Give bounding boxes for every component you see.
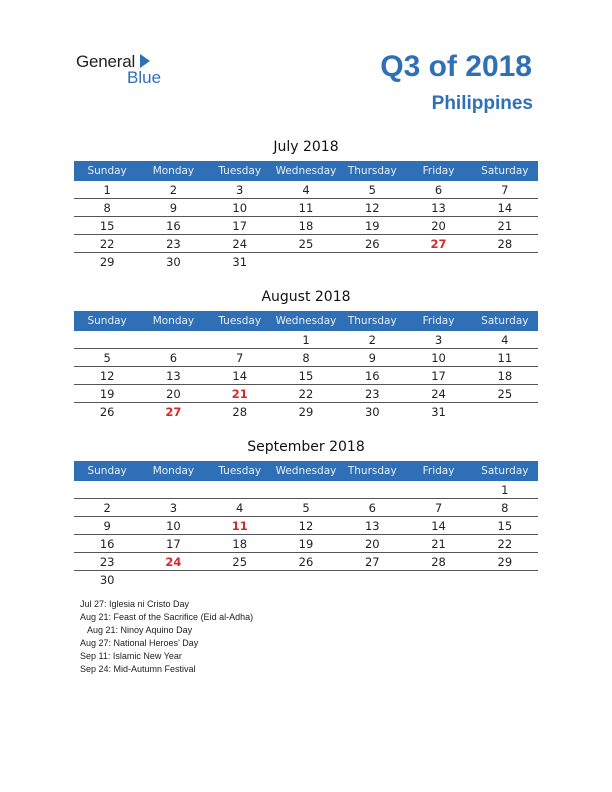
week-row [74, 571, 538, 588]
day-cell: 23 [364, 387, 380, 401]
weekday-label: Wednesday [275, 315, 337, 327]
day-cell: 19 [99, 387, 115, 401]
logo-text-general: General [76, 52, 136, 71]
day-cell: 7 [501, 183, 509, 197]
day-cell: 6 [368, 501, 376, 515]
day-cell: 30 [166, 255, 181, 269]
day-cell: 13 [166, 369, 181, 383]
empty-day-cell [273, 571, 339, 588]
week-row [74, 553, 538, 571]
holiday-day-cell: 27 [430, 237, 447, 251]
day-cell: 15 [497, 519, 513, 533]
day-cell: 18 [497, 369, 513, 383]
month-september [74, 437, 538, 588]
empty-day-cell [405, 571, 471, 588]
day-cell: 12 [99, 369, 115, 383]
weekday-label: Monday [152, 165, 195, 177]
day-cell: 16 [99, 537, 115, 551]
day-cell: 19 [364, 219, 380, 233]
holiday-note: Aug 21: Ninoy Aquino Day [87, 625, 193, 635]
day-cell: 2 [103, 501, 111, 515]
week-row [74, 181, 538, 199]
day-cell: 16 [364, 369, 380, 383]
empty-day-cell [472, 403, 538, 420]
day-cell: 9 [169, 201, 178, 215]
day-cell: 4 [236, 501, 244, 515]
weekday-header [74, 461, 538, 481]
holiday-day-cell: 27 [165, 405, 182, 419]
holiday-note: Sep 11: Islamic New Year [80, 651, 182, 661]
day-cell: 2 [169, 183, 178, 197]
logo-text-blue: Blue [127, 68, 162, 87]
day-cell: 20 [364, 537, 380, 551]
weekday-label: Thursday [347, 465, 397, 477]
weekday-label: Saturday [481, 165, 529, 177]
weekday-label: Sunday [87, 465, 127, 477]
empty-day-cell [140, 571, 206, 588]
empty-day-cell [273, 481, 339, 498]
day-cell: 15 [298, 369, 314, 383]
day-cell: 11 [298, 201, 314, 215]
empty-day-cell [273, 253, 339, 270]
day-cell: 17 [166, 537, 181, 551]
weekday-header [74, 161, 538, 181]
weekday-label: Wednesday [275, 165, 337, 177]
day-cell: 4 [302, 183, 310, 197]
day-cell: 25 [497, 387, 513, 401]
day-cell: 6 [169, 351, 178, 365]
day-cell: 14 [232, 369, 248, 383]
week-row [74, 349, 538, 367]
week-row [74, 499, 538, 517]
weekday-label: Tuesday [218, 165, 262, 177]
day-cell: 8 [103, 201, 111, 215]
empty-day-cell [207, 331, 273, 348]
weekday-header [74, 311, 538, 331]
day-cell: 29 [497, 555, 513, 569]
weekday-label: Sunday [87, 315, 127, 327]
holiday-day-cell: 11 [231, 519, 248, 533]
day-cell: 5 [103, 351, 111, 365]
empty-day-cell [339, 253, 405, 270]
day-cell: 13 [431, 201, 446, 215]
day-cell: 8 [501, 501, 509, 515]
day-cell: 3 [169, 501, 178, 515]
day-cell: 24 [431, 387, 446, 401]
day-cell: 8 [302, 351, 310, 365]
holiday-day-cell: 21 [231, 387, 248, 401]
day-cell: 28 [431, 555, 446, 569]
day-cell: 4 [501, 333, 509, 347]
day-cell: 10 [166, 519, 181, 533]
weekday-label: Thursday [347, 315, 397, 327]
day-cell: 25 [232, 555, 248, 569]
day-cell: 9 [103, 519, 111, 533]
weekday-label: Friday [422, 465, 455, 477]
day-cell: 3 [236, 183, 244, 197]
day-cell: 26 [364, 237, 380, 251]
day-cell: 17 [232, 219, 248, 233]
day-cell: 29 [298, 405, 314, 419]
month-grid [74, 331, 538, 420]
day-cell: 14 [497, 201, 513, 215]
empty-day-cell [140, 331, 206, 348]
weekday-label: Tuesday [218, 465, 262, 477]
weekday-label: Saturday [481, 465, 529, 477]
weekday-label: Friday [422, 315, 455, 327]
week-row [74, 517, 538, 535]
weekday-label: Monday [152, 465, 195, 477]
day-cell: 13 [364, 519, 380, 533]
holiday-day-cell: 24 [165, 555, 182, 569]
day-cell: 10 [431, 351, 446, 365]
week-row [74, 385, 538, 403]
holiday-note: Sep 24: Mid-Autumn Festival [80, 664, 196, 674]
day-cell: 15 [99, 219, 115, 233]
week-row [74, 403, 538, 420]
day-cell: 26 [99, 405, 115, 419]
week-row [74, 481, 538, 499]
month-title: July 2018 [273, 139, 339, 155]
day-cell: 1 [501, 483, 509, 497]
empty-day-cell [74, 331, 140, 348]
day-cell: 28 [232, 405, 248, 419]
week-row [74, 367, 538, 385]
day-cell: 24 [232, 237, 248, 251]
day-cell: 2 [368, 333, 376, 347]
day-cell: 12 [364, 201, 380, 215]
month-july [74, 137, 538, 270]
day-cell: 17 [431, 369, 446, 383]
day-cell: 12 [298, 519, 314, 533]
weekday-label: Sunday [87, 165, 127, 177]
empty-day-cell [140, 481, 206, 498]
weekday-label: Friday [422, 165, 455, 177]
day-cell: 23 [99, 555, 115, 569]
empty-day-cell [339, 481, 405, 498]
month-august [74, 287, 538, 420]
weekday-label: Tuesday [218, 315, 262, 327]
country-subtitle: Philippines [431, 93, 533, 114]
empty-day-cell [74, 481, 140, 498]
day-cell: 30 [364, 405, 380, 419]
day-cell: 5 [368, 183, 376, 197]
day-cell: 22 [99, 237, 115, 251]
day-cell: 26 [298, 555, 314, 569]
day-cell: 28 [497, 237, 513, 251]
day-cell: 14 [431, 519, 446, 533]
day-cell: 21 [497, 219, 513, 233]
day-cell: 3 [434, 333, 443, 347]
day-cell: 5 [302, 501, 310, 515]
day-cell: 21 [431, 537, 446, 551]
holiday-notes [80, 598, 253, 676]
generalblue-logo [76, 52, 196, 92]
week-row [74, 535, 538, 553]
empty-day-cell [207, 481, 273, 498]
day-cell: 16 [166, 219, 181, 233]
day-cell: 20 [431, 219, 446, 233]
day-cell: 1 [302, 333, 310, 347]
week-row [74, 331, 538, 349]
day-cell: 7 [434, 501, 443, 515]
empty-day-cell [405, 481, 471, 498]
day-cell: 9 [368, 351, 376, 365]
page-title: Q3 of 2018 [380, 50, 532, 83]
day-cell: 30 [99, 573, 115, 587]
day-cell: 31 [431, 405, 446, 419]
empty-day-cell [472, 253, 538, 270]
holiday-note: Jul 27: Iglesia ni Cristo Day [80, 599, 190, 609]
weekday-label: Saturday [481, 315, 529, 327]
weekday-label: Monday [152, 315, 195, 327]
day-cell: 25 [298, 237, 314, 251]
day-cell: 27 [364, 555, 380, 569]
day-cell: 10 [232, 201, 248, 215]
day-cell: 20 [166, 387, 181, 401]
day-cell: 6 [434, 183, 443, 197]
day-cell: 23 [166, 237, 181, 251]
day-cell: 19 [298, 537, 314, 551]
weekday-label: Thursday [347, 165, 397, 177]
day-cell: 18 [232, 537, 248, 551]
week-row [74, 199, 538, 217]
month-title: September 2018 [247, 439, 365, 455]
day-cell: 29 [99, 255, 115, 269]
holiday-note: Aug 27: National Heroes’ Day [80, 638, 199, 648]
day-cell: 18 [298, 219, 314, 233]
holiday-note: Aug 21: Feast of the Sacrifice (Eid al-Adha) [80, 612, 254, 622]
day-cell: 22 [298, 387, 314, 401]
month-grid [74, 481, 538, 588]
weekday-label: Wednesday [275, 465, 337, 477]
empty-day-cell [472, 571, 538, 588]
empty-day-cell [339, 571, 405, 588]
day-cell: 7 [236, 351, 244, 365]
month-grid [74, 181, 538, 270]
week-row [74, 235, 538, 253]
week-row [74, 253, 538, 270]
day-cell: 31 [232, 255, 248, 269]
empty-day-cell [405, 253, 471, 270]
week-row [74, 217, 538, 235]
day-cell: 22 [497, 537, 513, 551]
logo-triangle-icon [140, 54, 150, 68]
day-cell: 1 [103, 183, 111, 197]
month-title: August 2018 [261, 289, 351, 305]
empty-day-cell [207, 571, 273, 588]
day-cell: 11 [497, 351, 513, 365]
